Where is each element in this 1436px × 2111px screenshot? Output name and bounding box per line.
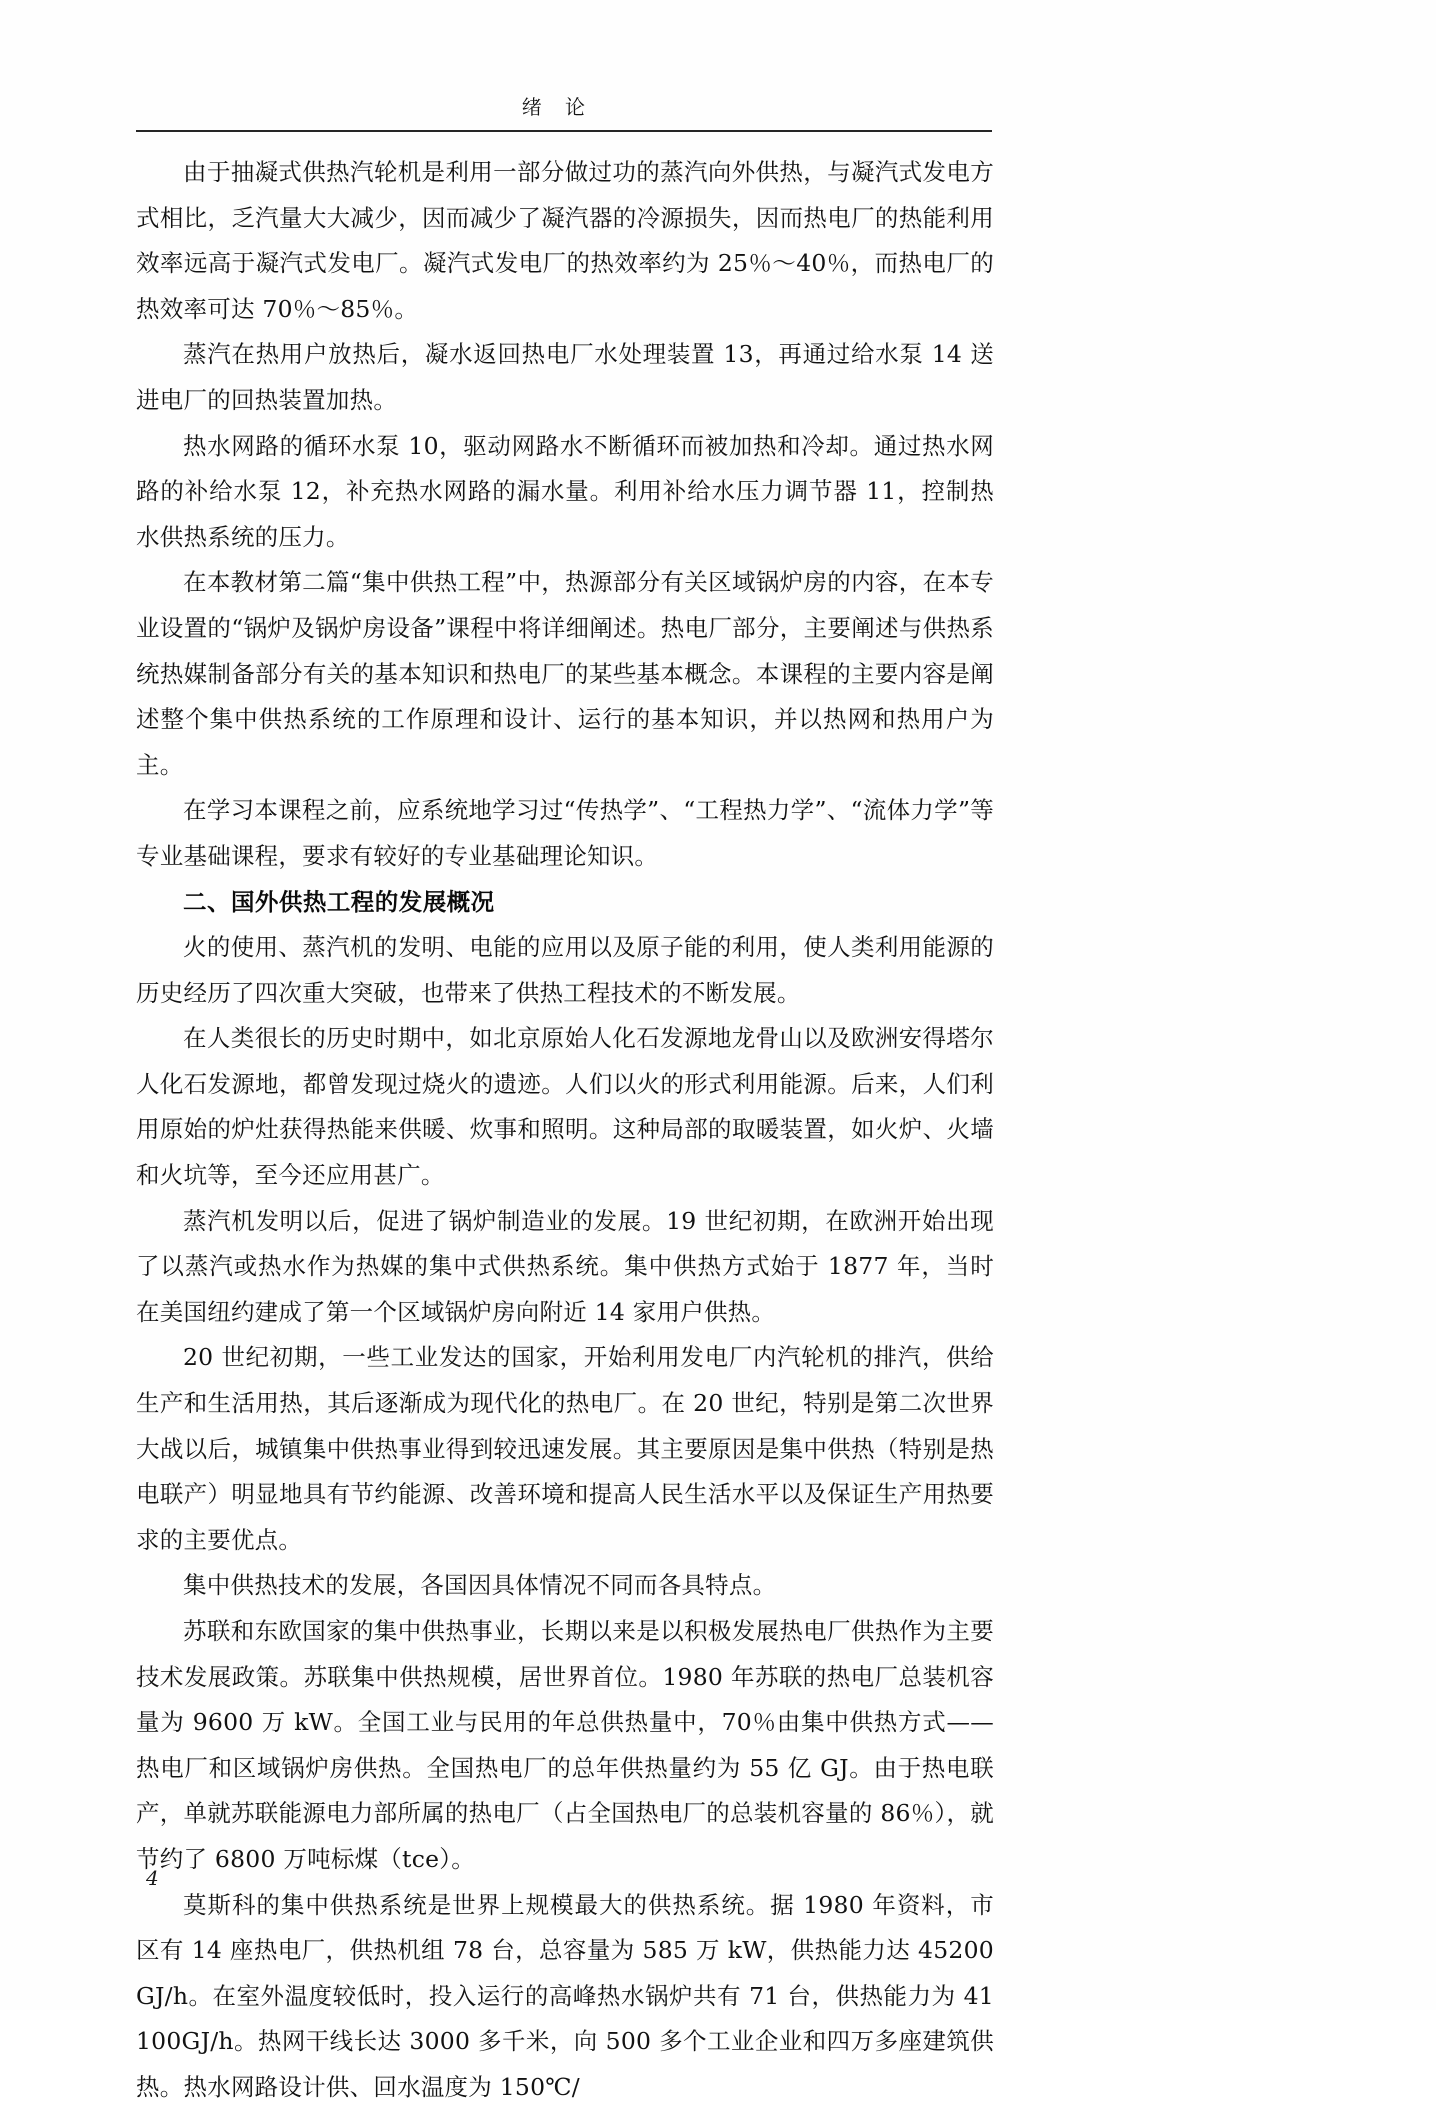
paragraph: 在人类很长的历史时期中，如北京原始人化石发源地龙骨山以及欧洲安得塔尔人化石发源地，都曾发现过烧火的遗迹。人们以火的形式利用能源。后来，人们利用原始的炉灶获得热能来供暖、炊事和照明。这种局部的取暖装置，如火炉、火墙和火坑等，至今还应用甚广。 <box>136 1024 994 1190</box>
header-divider <box>136 130 992 132</box>
page-number: 4 <box>146 1866 159 1890</box>
paragraph: 莫斯科的集中供热系统是世界上规模最大的供热系统。据 1980 年资料，市区有 14 座热电厂，供热机组 78 台，总容量为 585 万 kW，供热能力达 45200GJ/h。在室外温度较低时，投入运行的高峰热水锅炉共有 71 台，供热能力为 41100GJ/h。热网干线长达 3000 多千米，向 500 多个工业企业和四万多座建筑供热。热水网路设计供、回水温度为 150℃/ <box>136 1890 994 2101</box>
page-header <box>136 96 992 132</box>
paragraph: 蒸汽机发明以后，促进了锅炉制造业的发展。19 世纪初期，在欧洲开始出现了以蒸汽或热水作为热媒的集中式供热系统。集中供热方式始于 1877 年，当时在美国纽约建成了第一个区域锅炉房向附近 14 家用户供热。 <box>136 1206 994 1326</box>
header-title <box>136 96 992 118</box>
body-text-column <box>136 150 994 2111</box>
section-heading: 二、国外供热工程的发展概况 <box>183 887 495 916</box>
paragraph: 由于抽凝式供热汽轮机是利用一部分做过功的蒸汽向外供热，与凝汽式发电方式相比，乏汽量大大减少，因而减少了凝汽器的冷源损失，因而热电厂的热能利用效率远高于凝汽式发电厂。凝汽式发电厂的热效率约为 25％～40％，而热电厂的热效率可达 70％～85％。 <box>136 158 994 323</box>
header-title-right: 论 <box>565 95 587 119</box>
paragraph: 20 世纪初期，一些工业发达的国家，开始利用发电厂内汽轮机的排汽，供给生产和生活用热，其后逐渐成为现代化的热电厂。在 20 世纪，特别是第二次世界大战以后，城镇集中供热事业得到较迅速发展。其主要原因是集中供热（特别是热电联产）明显地具有节约能源、改善环境和提高人民生活水平以及保证生产用热要求的主要优点。 <box>136 1343 994 1554</box>
paragraph: 热水网路的循环水泵 10，驱动网路水不断循环而被加热和冷却。通过热水网路的补给水泵 12，补充热水网路的漏水量。利用补给水压力调节器 11，控制热水供热系统的压力。 <box>136 431 994 551</box>
paragraph: 苏联和东欧国家的集中供热事业，长期以来是以积极发展热电厂供热作为主要技术发展政策。苏联集中供热规模，居世界首位。1980 年苏联的热电厂总装机容量为 9600 万 kW。全国工业与民用的年总供热量中，70％由集中供热方式——热电厂和区域锅炉房供热。全国热电厂的总年供热量约为 55 亿 GJ。由于热电联产，单就苏联能源电力部所属的热电厂（占全国热电厂的总装机容量的 86％），就节约了 6800 万吨标煤（tce）。 <box>136 1617 994 1873</box>
paragraph: 火的使用、蒸汽机的发明、电能的应用以及原子能的利用，使人类利用能源的历史经历了四次重大突破，也带来了供热工程技术的不断发展。 <box>136 933 994 1007</box>
paragraph: 集中供热技术的发展，各国因具体情况不同而各具特点。 <box>183 1571 777 1600</box>
paragraph: 蒸汽在热用户放热后，凝水返回热电厂水处理装置 13，再通过给水泵 14 送进电厂的回热装置加热。 <box>136 340 994 414</box>
paragraph: 在本教材第二篇“集中供热工程”中，热源部分有关区域锅炉房的内容，在本专业设置的“锅炉及锅炉房设备”课程中将详细阐述。热电厂部分，主要阐述与供热系统热媒制备部分有关的基本知识和热电厂的某些基本概念。本课程的主要内容是阐述整个集中供热系统的工作原理和设计、运行的基本知识，并以热网和热用户为主。 <box>136 568 994 779</box>
paragraph: 在学习本课程之前，应系统地学习过“传热学”、“工程热力学”、“流体力学”等专业基础课程，要求有较好的专业基础理论知识。 <box>136 796 994 870</box>
header-title-left: 绪 <box>521 95 543 119</box>
